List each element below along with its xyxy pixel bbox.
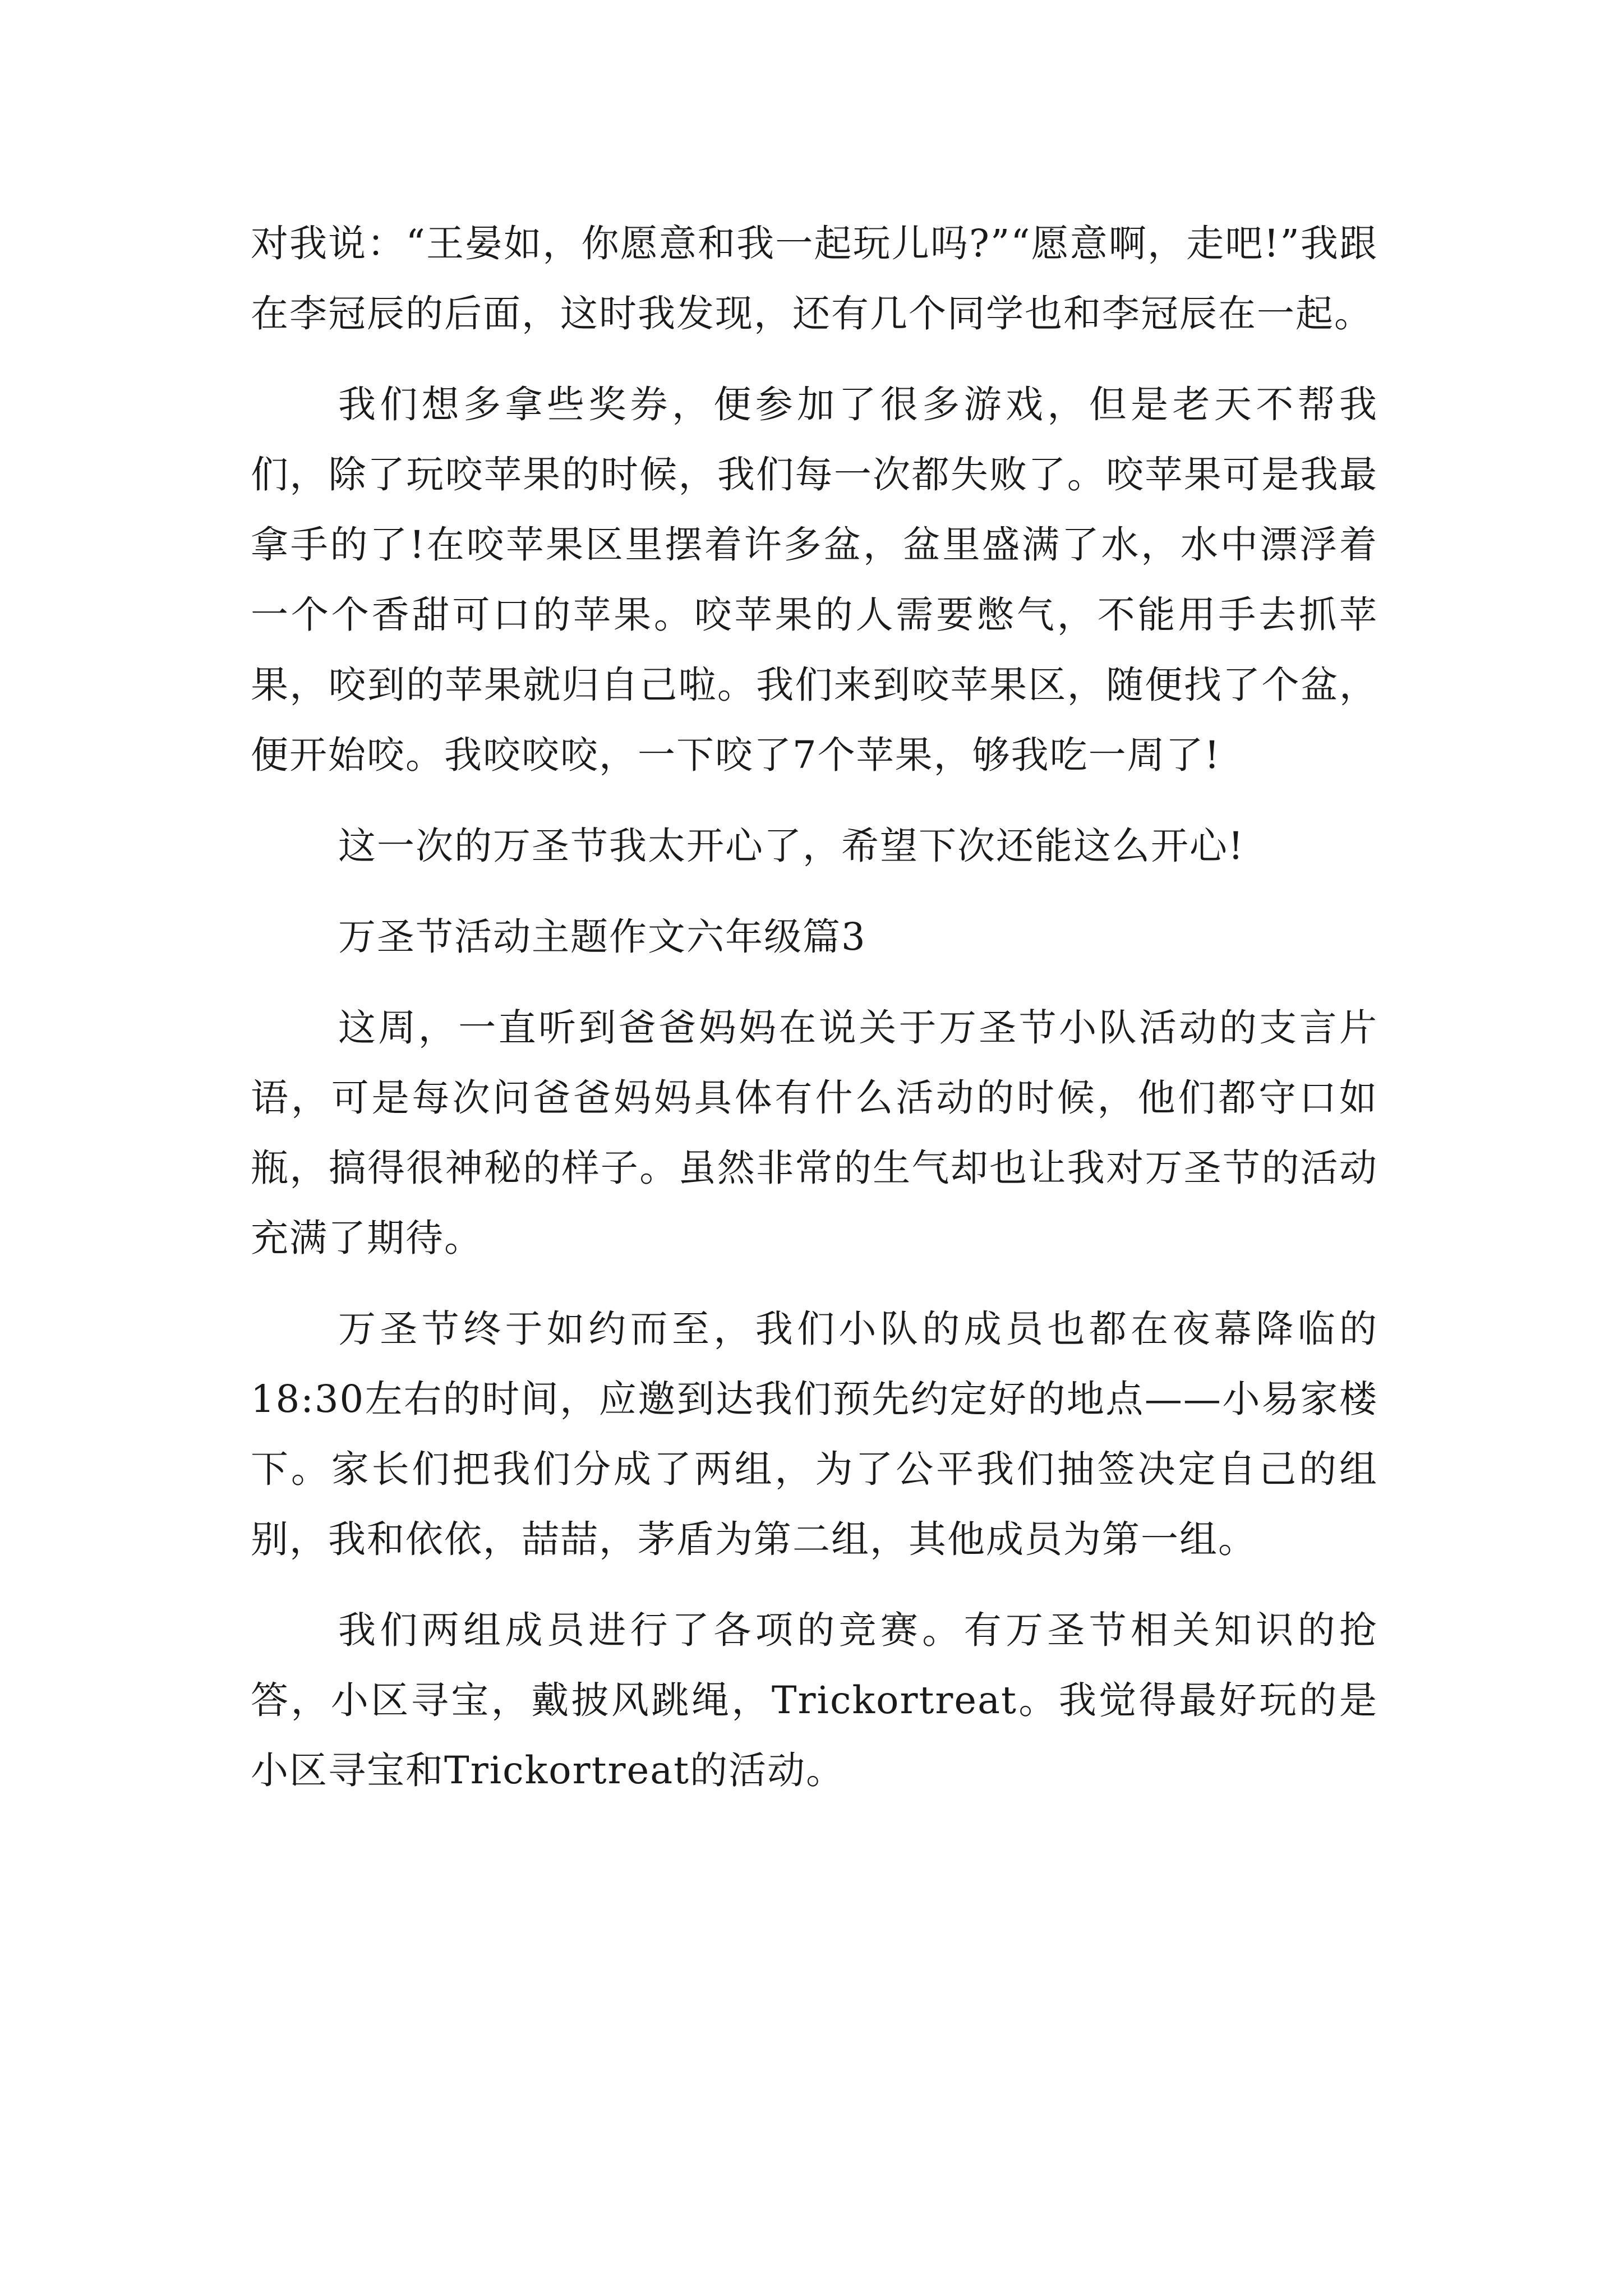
paragraph-competition: 我们两组成员进行了各项的竞赛。有万圣节相关知识的抢答，小区寻宝，戴披风跳绳，Trickortreat。我觉得最好玩的是小区寻宝和Trickortreat的活动。 bbox=[251, 1608, 1378, 1792]
paragraph-apple-bobbing: 我们想多拿些奖券，便参加了很多游戏，但是老天不帮我们，除了玩咬苹果的时候，我们每一次都失败了。咬苹果可是我最拿手的了!在咬苹果区里摆着许多盆，盆里盛满了水，水中漂浮着一个个香甜可口的苹果。咬苹果的人需要憋气，不能用手去抓苹果，咬到的苹果就归自己啦。我们来到咬苹果区，随便找了个盆，便开始咬。我咬咬咬，一下咬了7个苹果，够我吃一周了! bbox=[251, 383, 1378, 777]
paragraph-anticipation: 这周，一直听到爸爸妈妈在说关于万圣节小队活动的支言片语，可是每次问爸爸妈妈具体有什么活动的时候，他们都守口如瓶，搞得很神秘的样子。虽然非常的生气却也让我对万圣节的活动充满了期待。 bbox=[251, 1006, 1378, 1260]
paragraph-conclusion: 这一次的万圣节我太开心了，希望下次还能这么开心! bbox=[338, 824, 1244, 868]
document-body bbox=[251, 209, 1378, 1826]
paragraph-continuation: 对我说：“王晏如，你愿意和我一起玩儿吗?”“愿意啊，走吧!”我跟在李冠辰的后面，这时我发现，还有几个同学也和李冠辰在一起。 bbox=[251, 222, 1378, 335]
paragraph-gathering: 万圣节终于如约而至，我们小队的成员也都在夜幕降临的18:30左右的时间，应邀到达我们预先约定好的地点——小易家楼下。家长们把我们分成了两组，为了公平我们抽签决定自己的组别，我和依依，喆喆，茅盾为第二组，其他成员为第一组。 bbox=[251, 1307, 1378, 1561]
section-heading: 万圣节活动主题作文六年级篇3 bbox=[338, 915, 866, 959]
